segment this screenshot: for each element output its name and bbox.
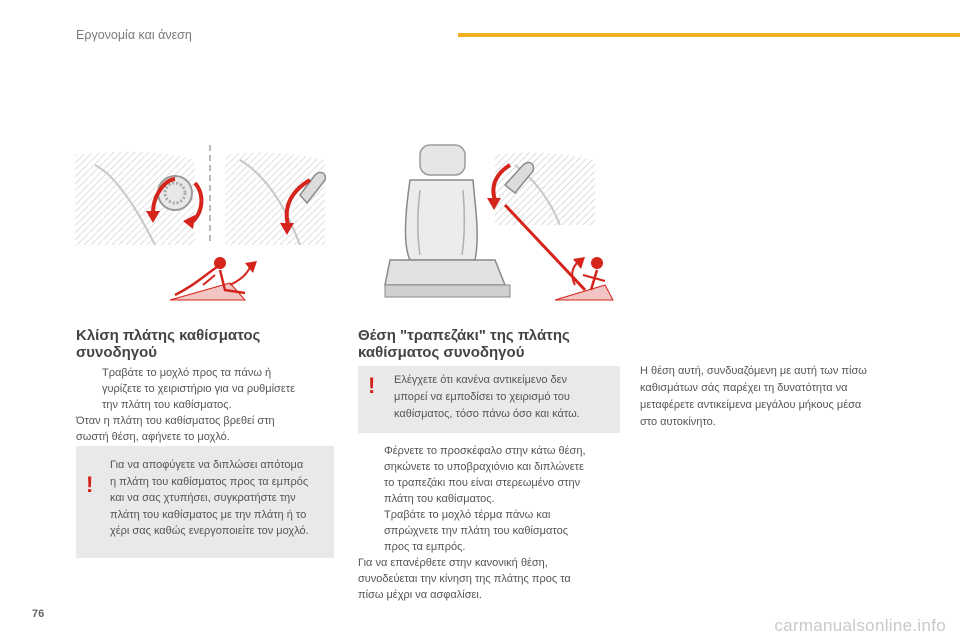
seat-recline-illustration bbox=[75, 135, 335, 310]
bullet-line: Τραβάτε το μοχλό προς τα πάνω ή bbox=[102, 367, 272, 379]
left-warning-box bbox=[76, 446, 334, 558]
warning-line: η πλάτη του καθίσματος προς τα εμπρός bbox=[110, 475, 309, 488]
warning-icon: ! bbox=[368, 373, 376, 398]
bullet-line: Φέρνετε το προσκέφαλο στην κάτω θέση, bbox=[384, 445, 586, 457]
seat-table-position-illustration bbox=[365, 135, 625, 310]
watermark: carmanualsonline.info bbox=[774, 616, 946, 635]
warning-line: Ελέγχετε ότι κανένα αντικείμενο δεν bbox=[394, 374, 568, 386]
bullet-line: Τραβάτε το μοχλό τέρμα πάνω και bbox=[384, 509, 551, 521]
warning-line: χέρι σας καθώς ενεργοποιείτε τον μοχλό. bbox=[110, 525, 309, 537]
para-line: Η θέση αυτή, συνδυαζόμενη με αυτή των πίσω bbox=[640, 365, 867, 377]
para-line: συνοδεύεται την κίνηση της πλάτης προς τα bbox=[358, 573, 571, 585]
right-section-body bbox=[640, 363, 940, 431]
para-line: στο αυτοκίνητο. bbox=[640, 416, 716, 428]
bullet-line: γυρίζετε το χειριστήριο για να ρυθμίσετε bbox=[102, 383, 295, 395]
middle-title-line1: Θέση "τραπεζάκι" της πλάτης bbox=[358, 327, 570, 344]
page-number: 76 bbox=[32, 608, 45, 620]
warning-line: και να σας χτυπήσει, συγκρατήστε την bbox=[110, 492, 296, 504]
para-line: Όταν η πλάτη του καθίσματος βρεθεί στη bbox=[76, 415, 275, 427]
warning-line: Για να αποφύγετε να διπλώσει απότομα bbox=[110, 459, 304, 471]
middle-section-title bbox=[358, 327, 628, 361]
left-title-line1: Κλίση πλάτης καθίσματος bbox=[76, 327, 261, 344]
middle-title-line2: καθίσματος συνοδηγού bbox=[358, 344, 525, 361]
middle-bullet-2 bbox=[358, 507, 628, 555]
middle-bullet-1 bbox=[358, 443, 628, 507]
left-bullet bbox=[76, 365, 346, 413]
bullet-line: σπρώχνετε την πλάτη του καθίσματος bbox=[384, 525, 568, 537]
warning-line: μπορεί να εμποδίσει το χειρισμό του bbox=[394, 391, 570, 403]
section-title: Εργονομία και άνεση bbox=[76, 28, 192, 42]
left-section-body bbox=[76, 365, 346, 445]
bullet-line: πλάτη του καθίσματος. bbox=[384, 493, 495, 505]
para-line: σωστή θέση, αφήνετε το μοχλό. bbox=[76, 431, 230, 443]
bullet-line: την πλάτη του καθίσματος. bbox=[102, 399, 232, 411]
para-line: Για να επανέρθετε στην κανονική θέση, bbox=[358, 557, 548, 569]
para-line: καθισμάτων σάς παρέχει τη δυνατότητα να bbox=[640, 382, 848, 394]
middle-section-body bbox=[358, 443, 628, 603]
warning-line: πλάτη του καθίσματος με την πλάτη ή το bbox=[110, 508, 307, 521]
warning-icon: ! bbox=[86, 472, 94, 497]
header-accent-bar bbox=[458, 33, 960, 37]
bullet-line: προς τα εμπρός. bbox=[384, 541, 466, 553]
para-line: μεταφέρετε αντικείμενα μεγάλου μήκους μέσα bbox=[640, 399, 862, 411]
left-title-line2: συνοδηγού bbox=[76, 344, 157, 361]
para-line: πίσω μέχρι να ασφαλίσει. bbox=[358, 589, 482, 601]
bullet-line: το τραπεζάκι που είναι στερεωμένο στην bbox=[384, 477, 581, 489]
left-section-title bbox=[76, 327, 346, 361]
warning-line: καθίσματος, τόσο πάνω όσο και κάτω. bbox=[394, 408, 580, 420]
middle-warning-box bbox=[358, 366, 620, 433]
bullet-line: σηκώνετε το υποβραχιόνιο και διπλώνετε bbox=[384, 461, 584, 473]
